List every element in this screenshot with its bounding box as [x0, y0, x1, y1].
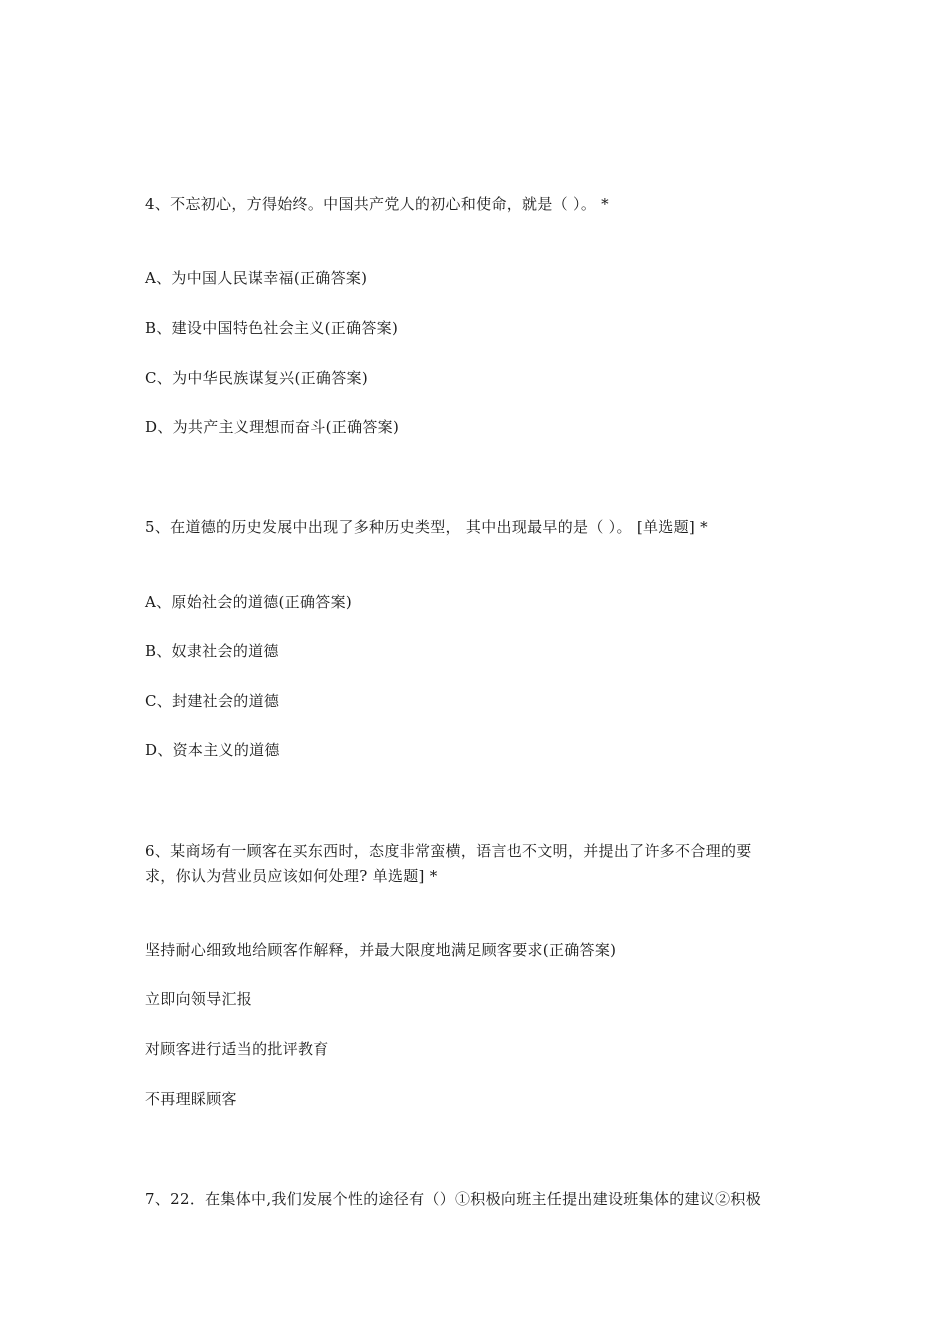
question-6-option-2: 立即向领导汇报	[145, 990, 253, 1008]
question-4-option-a: A、为中国人民谋幸福(正确答案)	[145, 269, 368, 287]
question-4-title: 4、不忘初心，方得始终。中国共产党人的初心和使命，就是（ ）。 *	[145, 195, 609, 213]
question-6-title-line-2: 求，你认为营业员应该如何处理? 单选题] *	[145, 867, 438, 885]
question-5-option-c: C、封建社会的道德	[145, 692, 280, 710]
question-6-option-3: 对顾客进行适当的批评教育	[145, 1040, 329, 1058]
question-5-title: 5、在道德的历史发展中出现了多种历史类型， 其中出现最早的是（ ）。 [单选题] *	[145, 518, 708, 536]
question-4-option-c: C、为中华民族谋复兴(正确答案)	[145, 369, 368, 387]
question-6-title-line-1: 6、某商场有一顾客在买东西时，态度非常蛮横，语言也不文明，并提出了许多不合理的要	[145, 842, 752, 860]
question-5-option-d: D、资本主义的道德	[145, 741, 280, 759]
question-4-option-b: B、建设中国特色社会主义(正确答案)	[145, 319, 399, 337]
question-6-option-4: 不再理睬顾客	[145, 1090, 237, 1108]
question-4-option-d: D、为共产主义理想而奋斗(正确答案)	[145, 418, 400, 436]
question-6-option-1: 坚持耐心细致地给顾客作解释，并最大限度地满足顾客要求(正确答案)	[145, 941, 617, 959]
question-7-title: 7、22．在集体中,我们发展个性的途径有（）①积极向班主任提出建设班集体的建议②积极	[145, 1190, 762, 1208]
question-5-option-a: A、原始社会的道德(正确答案)	[145, 593, 353, 611]
question-5-option-b: B、奴隶社会的道德	[145, 642, 279, 660]
